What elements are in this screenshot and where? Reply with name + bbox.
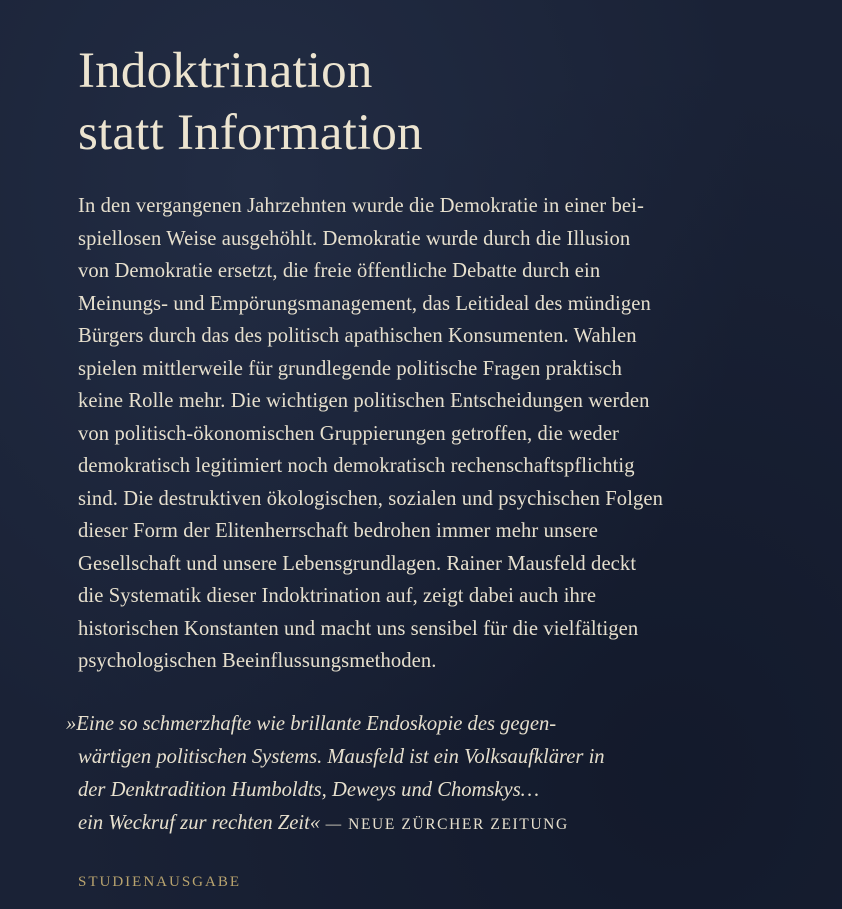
quote-line: »Eine so schmerzhafte wie brillante Endoskopie des gegen- <box>66 713 557 735</box>
blurb-paragraph <box>78 190 663 678</box>
blurb-line: demokratisch legitimiert noch demokratisch rechenschaftspflichtig <box>78 455 635 477</box>
edition-label: STUDIENAUSGABE <box>78 874 241 890</box>
blurb-line: sind. Die destruktiven ökologischen, sozialen und psychischen Folgen <box>78 487 664 510</box>
blurb-line: Bürgers durch das des politisch apathischen Konsumenten. Wahlen <box>78 325 637 347</box>
quote-source: — NEUE ZÜRCHER ZEITUNG <box>320 816 569 833</box>
blurb-line: Gesellschaft und unsere Lebensgrundlagen. Rainer Mausfeld deckt <box>78 552 637 575</box>
blurb-line: dieser Form der Elitenherrschaft bedrohen immer mehr unsere <box>78 520 598 542</box>
title-line-2: statt Information <box>78 105 423 161</box>
blurb-line: die Systematik dieser Indoktrination auf, zeigt dabei auch ihre <box>78 585 597 607</box>
book-title <box>78 40 423 164</box>
quote-line: wärtigen politischen Systems. Mausfeld ist ein Volksaufklärer in <box>78 746 605 768</box>
title-line-1: Indoktrination <box>78 43 373 99</box>
press-quote <box>66 708 605 841</box>
blurb-line: von Demokratie ersetzt, die freie öffentliche Debatte durch ein <box>78 260 601 282</box>
blurb-line: psychologischen Beeinflussungsmethoden. <box>78 650 437 672</box>
blurb-line: keine Rolle mehr. Die wichtigen politischen Entscheidungen werden <box>78 390 650 412</box>
blurb-line: von politisch-ökonomischen Gruppierungen getroffen, die weder <box>78 422 620 445</box>
quote-last-line <box>66 807 605 841</box>
blurb-line: spielen mittlerweile für grundlegende politische Fragen praktisch <box>78 357 623 380</box>
blurb-line: Meinungs- und Empörungsmanagement, das Leitideal des mündigen <box>78 292 651 315</box>
blurb-line: spiellosen Weise ausgehöhlt. Demokratie wurde durch die Illusion <box>78 227 631 250</box>
quote-line: der Denktradition Humboldts, Deweys und Chomskys… <box>78 779 540 801</box>
blurb-line: In den vergangenen Jahrzehnten wurde die Demokratie in einer bei- <box>78 195 644 217</box>
blurb-line: historischen Konstanten und macht uns sensibel für die vielfältigen <box>78 617 639 640</box>
quote-line: ein Weckruf zur rechten Zeit« <box>78 812 321 834</box>
